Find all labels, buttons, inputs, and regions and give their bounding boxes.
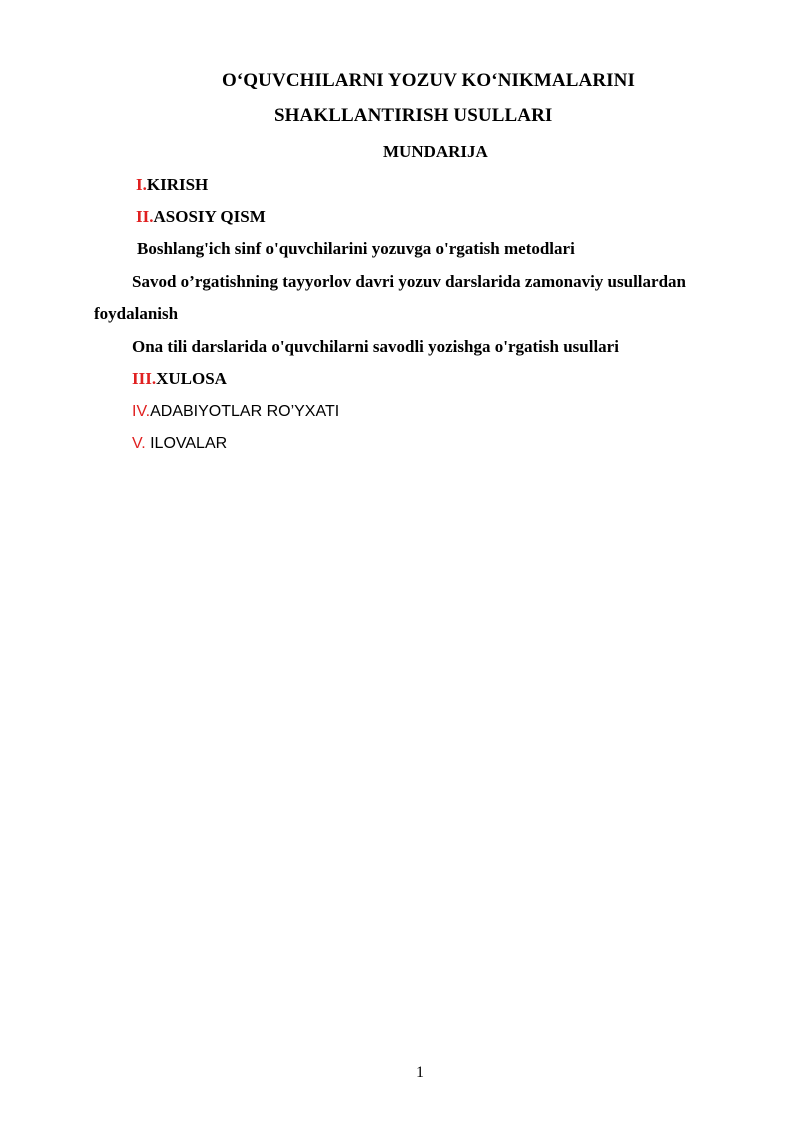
toc-item-ilovalar — [132, 434, 227, 454]
toc-item-number: IV. — [132, 403, 151, 420]
toc-item-label: XULOSA — [156, 369, 227, 388]
toc-subitem-metodlar — [137, 239, 575, 259]
toc-item-label: ILOVALAR — [145, 435, 228, 452]
toc-item-label: Boshlang'ich sinf o'quvchilarini yozuvga o'rgatish metodlari — [137, 239, 575, 258]
document-title-line-1: O‘QUVCHILARNI YOZUV KO‘NIKMALARINI — [222, 70, 635, 91]
toc-item-adabiyotlar — [132, 402, 339, 422]
toc-item-number: V. — [132, 435, 146, 452]
toc-item-number: II. — [136, 207, 154, 226]
toc-heading: MUNDARIJA — [383, 142, 488, 161]
toc-item-label: ASOSIY QISM — [153, 207, 266, 226]
toc-item-number: I. — [136, 175, 147, 194]
toc-item-label: ADABIYOTLAR RO’YXATI — [150, 403, 340, 420]
document-title-line-2: SHAKLLANTIRISH USULLARI — [274, 105, 553, 126]
toc-item-label: Savod o’rgatishning tayyorlov davri yozuv darslarida zamonaviy usullardan — [132, 272, 686, 291]
toc-item-label-continued: foydalanish — [94, 304, 179, 323]
toc-item-asosiy-qism — [136, 207, 266, 227]
toc-item-label: KIRISH — [146, 175, 209, 194]
toc-item-number: III. — [132, 369, 157, 388]
toc-subitem-ona-tili — [132, 337, 619, 357]
toc-subitem-savod-orgatish-continued — [94, 304, 178, 324]
toc-item-kirish — [136, 175, 208, 195]
toc-item-label: Ona tili darslarida o'quvchilarni savodli yozishga o'rgatish usullari — [132, 337, 619, 356]
page-number: 1 — [416, 1064, 424, 1081]
toc-item-xulosa — [132, 369, 227, 389]
toc-subitem-savod-orgatish — [132, 272, 686, 292]
